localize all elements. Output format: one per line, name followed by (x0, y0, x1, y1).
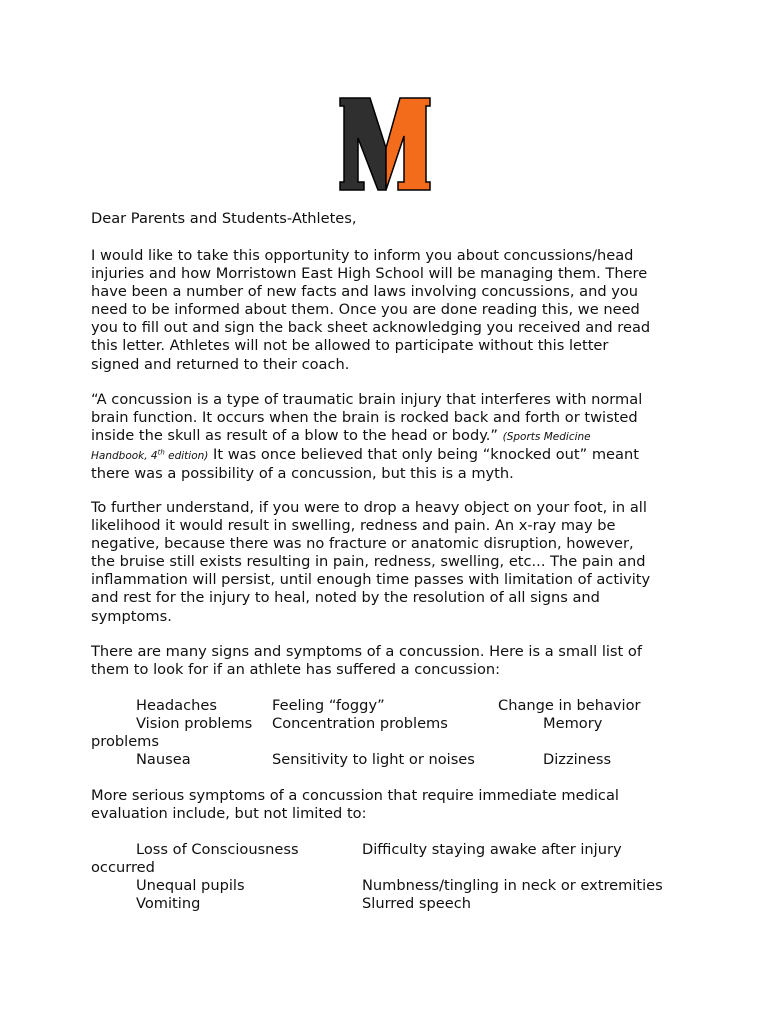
text-line: brain function. It occurs when the brain is rocked back and forth or twisted (91, 409, 638, 427)
serious-unequal-pupils: Unequal pupils (136, 877, 245, 894)
symptom-sensitivity: Sensitivity to light or noises (272, 751, 475, 768)
text-line: the bruise still exists resulting in pain, redness, swelling, etc... The pain and (91, 553, 646, 571)
symptom-memory-wrap: problems (91, 733, 159, 750)
text-line: and rest for the injury to heal, noted by the resolution of all signs and (91, 589, 600, 607)
symptom-dizziness: Dizziness (543, 751, 612, 768)
symptom-change-behavior: Change in behavior (498, 697, 641, 714)
text-line: this letter. Athletes will not be allowed to participate without this letter (91, 337, 609, 355)
logo-m-left (340, 98, 386, 190)
text-line: More serious symptoms of a concussion that require immediate medical (91, 787, 619, 804)
definition-paragraph (91, 391, 691, 483)
greeting: Dear Parents and Students-Athletes, (91, 210, 357, 227)
serious-numbness: Numbness/tingling in neck or extremities (362, 877, 663, 894)
citation-edition: edition) (164, 450, 209, 463)
symptom-headaches: Headaches (136, 697, 217, 714)
text-line: signed and returned to their coach. (91, 355, 350, 373)
definition-quote-end: inside the skull as result of a blow to the head or body.” (91, 427, 503, 445)
serious-loss-consciousness: Loss of Consciousness (136, 841, 299, 858)
citation-handbook: Handbook, 4 (91, 450, 158, 463)
text-line: need to be informed about them. Once you are done reading this, we need (91, 301, 640, 319)
signs-intro-paragraph (91, 643, 691, 679)
text-line: negative, because there was no fracture or anatomic disruption, however, (91, 535, 634, 553)
text-line: To further understand, if you were to drop a heavy object on your foot, in all (91, 499, 647, 516)
citation-part-2 (91, 450, 208, 462)
text-line: symptoms. (91, 607, 172, 625)
intro-paragraph (91, 247, 691, 374)
text-line: injuries and how Morristown East High School will be managing them. There (91, 265, 648, 283)
serious-difficulty-awake: Difficulty staying awake after injury (362, 841, 622, 858)
text-line (91, 427, 691, 446)
serious-intro-paragraph (91, 787, 691, 823)
myth-sentence: It was once believed that only being “knocked out” meant (208, 446, 639, 464)
citation-part-1: (Sports Medicine (502, 431, 591, 444)
symptom-feeling-foggy: Feeling “foggy” (272, 697, 385, 714)
text-line: evaluation include, but not limited to: (91, 805, 367, 823)
symptom-memory: Memory (543, 715, 603, 732)
serious-vomiting: Vomiting (136, 895, 201, 912)
school-logo-m (336, 96, 434, 192)
text-line: inflammation will persist, until enough time passes with limitation of activity (91, 571, 651, 589)
symptom-nausea: Nausea (136, 751, 191, 768)
text-line: them to look for if an athlete has suffered a concussion: (91, 661, 501, 679)
serious-slurred-speech: Slurred speech (362, 895, 471, 912)
text-line: have been a number of new facts and laws involving concussions, and you (91, 283, 639, 301)
symptom-concentration-problems: Concentration problems (272, 715, 448, 732)
citation-superscript: th (157, 448, 165, 457)
serious-occurred-wrap: occurred (91, 859, 155, 876)
text-line: likelihood it would result in swelling, redness and pain. An x-ray may be (91, 517, 616, 535)
further-paragraph (91, 499, 691, 626)
logo-m-right (386, 98, 430, 190)
text-line: I would like to take this opportunity to inform you about concussions/head (91, 247, 634, 264)
text-line: “A concussion is a type of traumatic brain injury that interferes with normal (91, 391, 643, 408)
text-line: There are many signs and symptoms of a concussion. Here is a small list of (91, 643, 642, 660)
text-line (91, 446, 691, 465)
symptom-vision-problems: Vision problems (136, 715, 253, 732)
text-line: you to fill out and sign the back sheet acknowledging you received and read (91, 319, 651, 337)
text-line: there was a possibility of a concussion, but this is a myth. (91, 465, 514, 483)
